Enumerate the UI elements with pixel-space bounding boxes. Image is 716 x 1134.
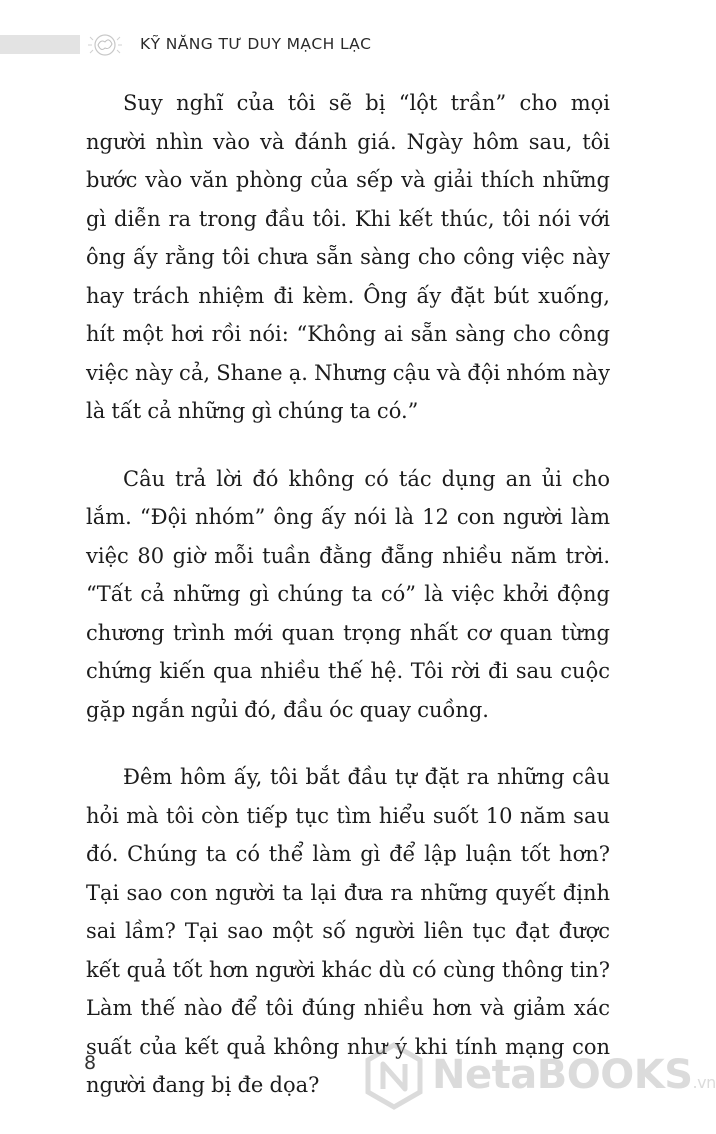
header-bar bbox=[0, 35, 80, 54]
watermark-suffix: .vn bbox=[692, 1073, 716, 1092]
running-header bbox=[0, 31, 700, 59]
paragraph-3: Đêm hôm ấy, tôi bắt đầu tự đặt ra những câu hỏi mà tôi còn tiếp tục tìm hiểu suốt 10 năm sau đó. Chúng ta có thể làm gì để lập luận tốt hơn? Tại sao con người ta lại đưa ra những quyết định sai lầm? Tại sao một số người liên tục đạt được kết quả tốt hơn người khác dù có cùng thông tin? Làm thế nào để tôi đúng nhiều hơn và giảm xác suất của kết quả không như ý khi tính mạng con người đang bị đe dọa? bbox=[86, 765, 610, 1097]
decorative-brain-icon bbox=[84, 31, 126, 59]
paragraph-2: Câu trả lời đó không có tác dụng an ủi cho lắm. “Đội nhóm” ông ấy nói là 12 con người làm việc 80 giờ mỗi tuần đằng đẵng nhiều năm trời. “Tất cả những gì chúng ta có” là việc khởi động chương trình mới quan trọng nhất cơ quan từng chứng kiến qua nhiều thế hệ. Tôi rời đi sau cuộc gặp ngắn ngủi đó, đầu óc quay cuồng. bbox=[86, 466, 610, 722]
paragraph-1: Suy nghĩ của tôi sẽ bị “lột trần” cho mọi người nhìn vào và đánh giá. Ngày hôm sau, tôi bước vào văn phòng của sếp và giải thích những gì diễn ra trong đầu tôi. Khi kết thúc, tôi nói với ông ấy rằng tôi chưa sẵn sàng cho công việc này hay trách nhiệm đi kèm. Ông ấy đặt bút xuống, hít một hơi rồi nói: “Không ai sẵn sàng cho công việc này cả, Shane ạ. Nhưng cậu và đội nhóm này là tất cả những gì chúng ta có.” bbox=[86, 91, 610, 423]
netabooks-watermark bbox=[364, 1040, 716, 1112]
page-body bbox=[86, 84, 610, 1134]
book-title: KỸ NĂNG TƯ DUY MẠCH LẠC bbox=[140, 35, 372, 53]
page-number: 8 bbox=[84, 1052, 97, 1074]
watermark-text bbox=[432, 1052, 716, 1098]
netabooks-logo-icon bbox=[364, 1042, 424, 1110]
watermark-brand: NetaBOOKS bbox=[432, 1052, 693, 1098]
